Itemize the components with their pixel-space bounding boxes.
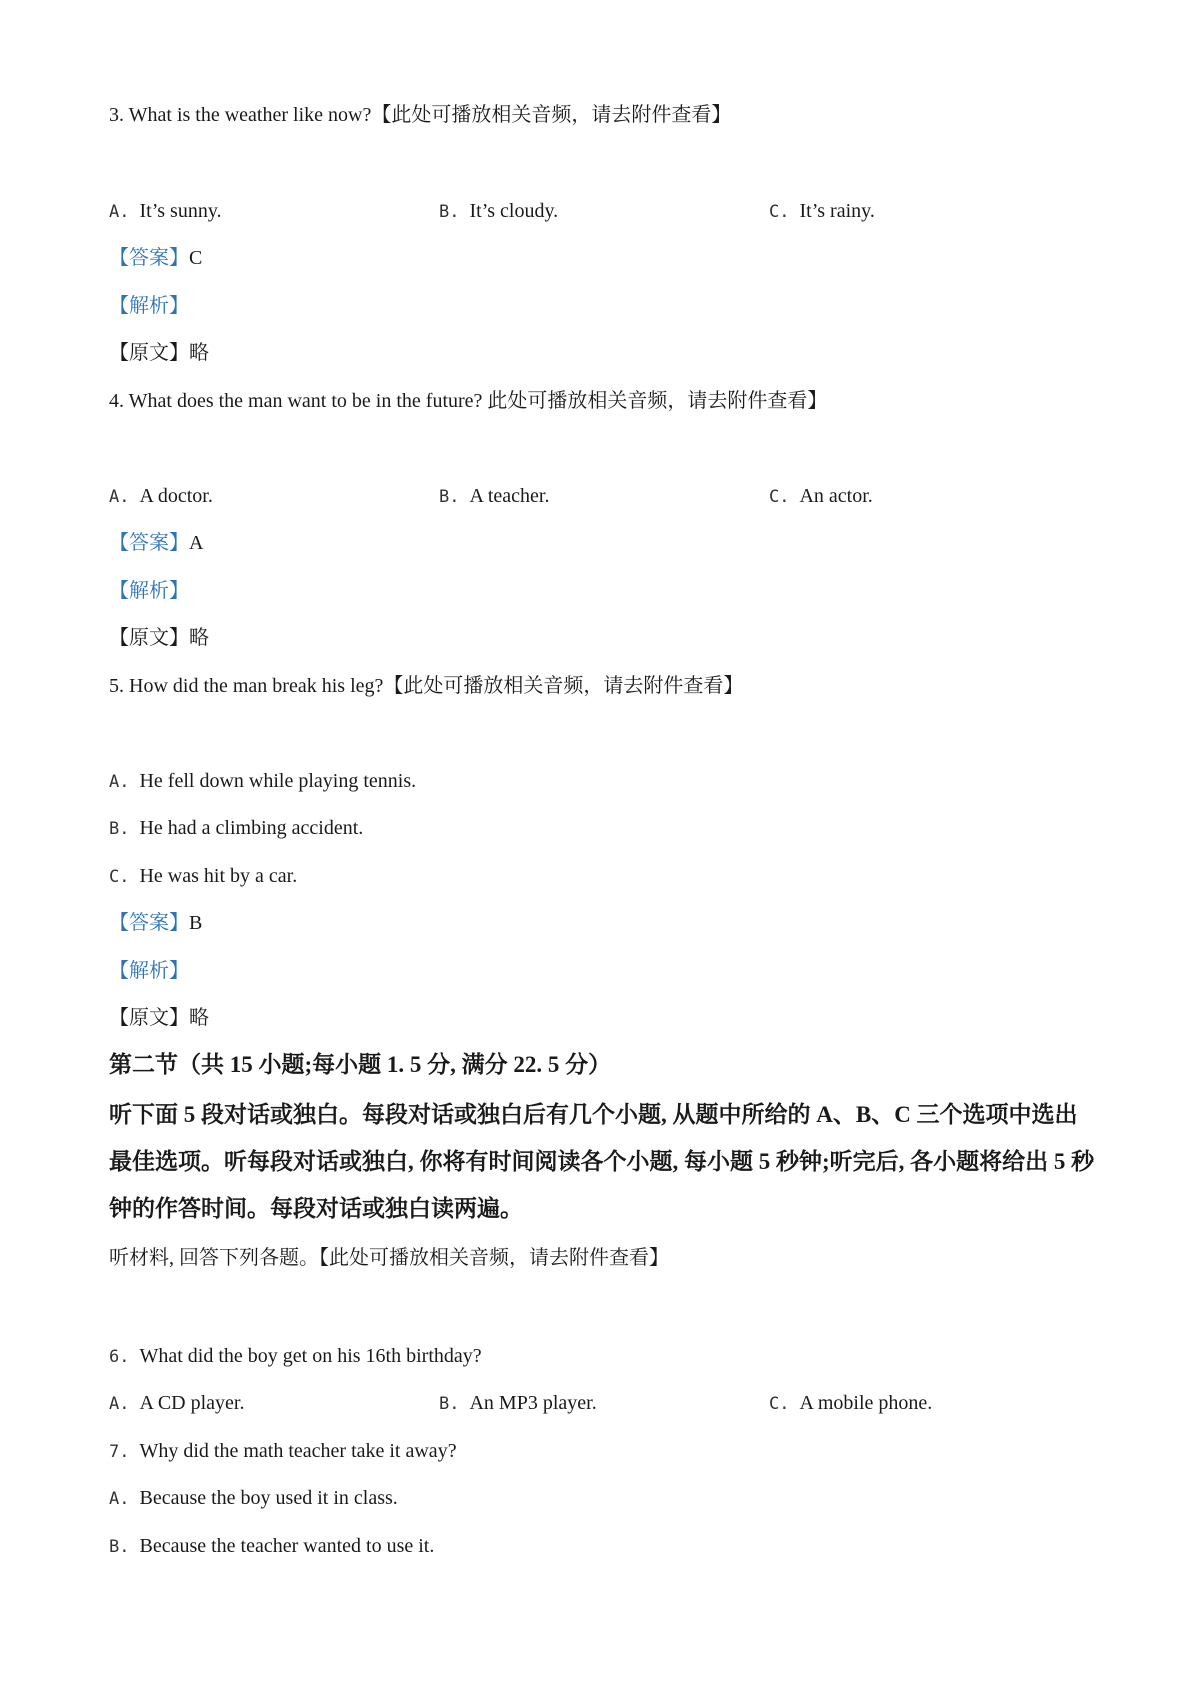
analysis-label: 【解析】 <box>109 295 189 317</box>
option-text: It’s sunny. <box>139 200 222 222</box>
option-letter: C. <box>769 1394 790 1414</box>
answer-value: C <box>189 247 203 269</box>
q4-option-c <box>769 483 873 510</box>
option-text: A CD player. <box>139 1392 245 1414</box>
q3-original <box>109 340 209 366</box>
q4-option-b <box>439 483 549 510</box>
question-text: What did the boy get on his 16th birthday? <box>139 1345 482 1367</box>
option-letter: B. <box>439 487 460 507</box>
question-6-stem <box>109 1343 482 1370</box>
q5-original <box>109 1005 209 1031</box>
original-text: 略 <box>189 1007 209 1029</box>
original-label: 【原文】 <box>109 342 189 364</box>
option-text: An actor. <box>799 485 873 507</box>
option-letter: A. <box>109 772 130 792</box>
question-number: 6. <box>109 1347 130 1367</box>
q3-answer <box>109 245 202 271</box>
q7-option-b <box>109 1533 434 1560</box>
analysis-label: 【解析】 <box>109 580 189 602</box>
q5-answer <box>109 910 202 936</box>
option-text: It’s rainy. <box>799 200 875 222</box>
option-text: An MP3 player. <box>469 1392 597 1414</box>
q7-option-a <box>109 1485 398 1512</box>
q6-option-a <box>109 1390 244 1417</box>
answer-label: 【答案】 <box>109 532 189 554</box>
option-letter: A. <box>109 1489 130 1509</box>
q3-analysis <box>109 293 189 319</box>
option-letter: C. <box>769 202 790 222</box>
option-text: Because the teacher wanted to use it. <box>139 1535 435 1557</box>
option-letter: A. <box>109 202 130 222</box>
q4-answer <box>109 530 203 556</box>
question-3-stem: 3. What is the weather like now?【此处可播放相关音频，请去附件查看】 <box>109 104 732 126</box>
q4-analysis <box>109 578 189 604</box>
option-letter: C. <box>769 487 790 507</box>
section-2-instructions: 听下面 5 段对话或独白。每段对话或独白后有几个小题, 从题中所给的 A、B、C 三个选项中选出最佳选项。听每段对话或独白, 你将有时间阅读各个小题, 每小题 5 秒钟;听完后, 各小题将给出 5 秒钟的作答时间。每段对话或独白读两遍。 <box>109 1102 1095 1221</box>
option-letter: B. <box>439 1394 460 1414</box>
q5-option-b <box>109 815 363 842</box>
q5-option-a <box>109 768 416 795</box>
option-text: He fell down while playing tennis. <box>139 770 417 792</box>
answer-value: B <box>189 912 203 934</box>
original-text: 略 <box>189 342 209 364</box>
option-letter: C. <box>109 867 130 887</box>
option-text: He was hit by a car. <box>139 865 298 887</box>
q6-option-c <box>769 1390 932 1417</box>
question-5-stem: 5. How did the man break his leg?【此处可播放相关音频，请去附件查看】 <box>109 675 744 697</box>
q3-option-c <box>769 198 875 225</box>
question-4-stem: 4. What does the man want to be in the future? 此处可播放相关音频，请去附件查看】 <box>109 390 828 412</box>
q3-option-a <box>109 198 222 225</box>
original-label: 【原文】 <box>109 627 189 649</box>
answer-label: 【答案】 <box>109 912 189 934</box>
question-text: Why did the math teacher take it away? <box>139 1440 457 1462</box>
option-text: It’s cloudy. <box>469 200 559 222</box>
option-text: He had a climbing accident. <box>139 817 364 839</box>
q4-original <box>109 625 209 651</box>
q4-option-a <box>109 483 213 510</box>
option-letter: A. <box>109 1394 130 1414</box>
q5-option-c <box>109 863 297 890</box>
option-text: A doctor. <box>139 485 213 507</box>
option-letter: B. <box>109 819 130 839</box>
question-7-stem <box>109 1438 457 1465</box>
answer-label: 【答案】 <box>109 247 189 269</box>
option-letter: A. <box>109 487 130 507</box>
q5-analysis <box>109 958 189 984</box>
answer-value: A <box>189 532 204 554</box>
analysis-label: 【解析】 <box>109 960 189 982</box>
original-label: 【原文】 <box>109 1007 189 1029</box>
q3-option-b <box>439 198 558 225</box>
q6-option-b <box>439 1390 597 1417</box>
option-text: A teacher. <box>469 485 550 507</box>
option-letter: B. <box>109 1537 130 1557</box>
listen-prompt: 听材料, 回答下列各题。【此处可播放相关音频，请去附件查看】 <box>109 1247 669 1269</box>
option-text: A mobile phone. <box>799 1392 933 1414</box>
option-letter: B. <box>439 202 460 222</box>
option-text: Because the boy used it in class. <box>139 1487 398 1509</box>
section-2-heading: 第二节（共 15 小题;每小题 1. 5 分, 满分 22. 5 分） <box>109 1052 612 1077</box>
original-text: 略 <box>189 627 209 649</box>
question-number: 7. <box>109 1442 130 1462</box>
